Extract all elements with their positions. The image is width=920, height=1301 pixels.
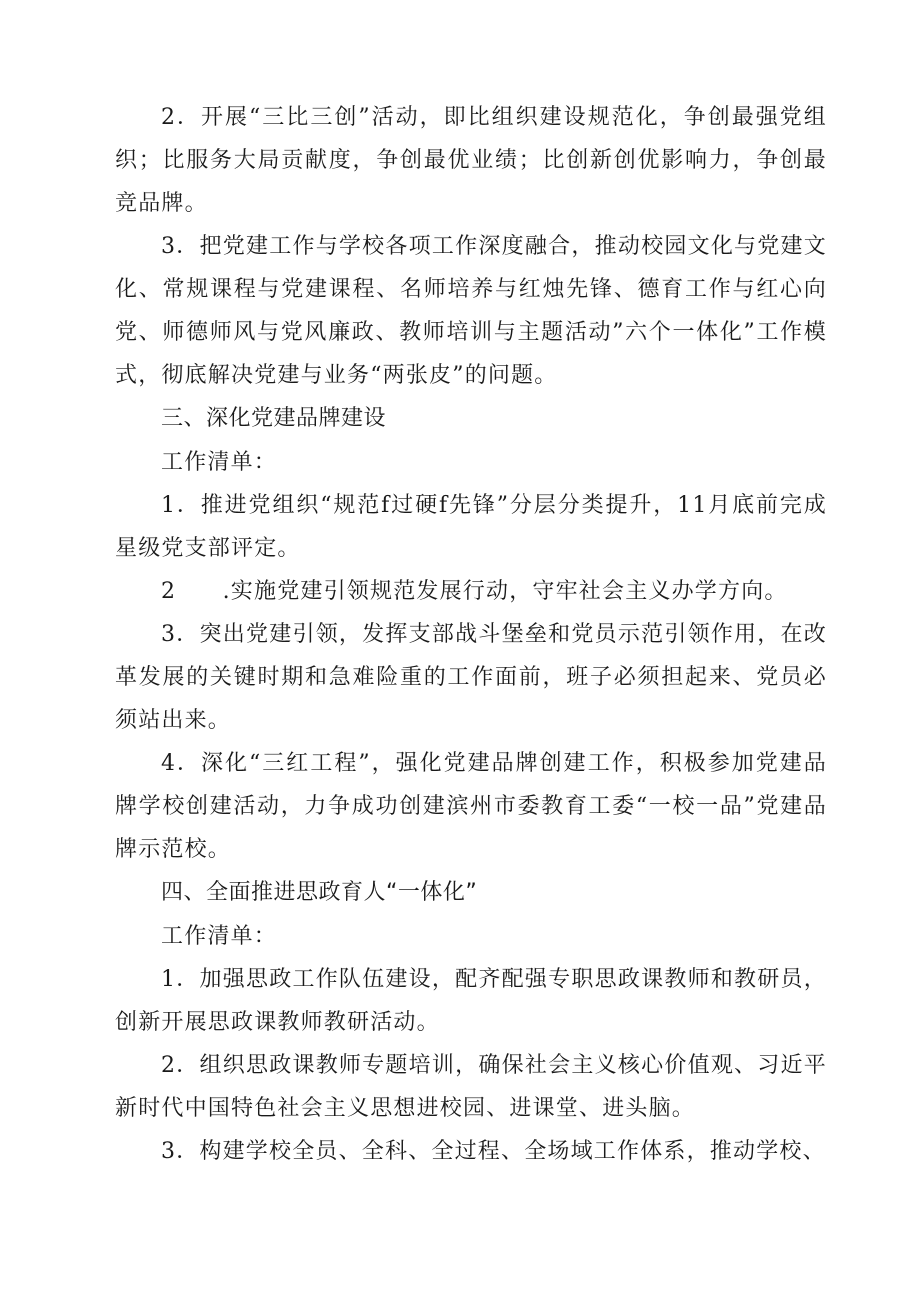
paragraph-item-2-training: 2．组织思政课教师专题培训，确保社会主义核心价值观、习近平新时代中国特色社会主义思想进校园、进课堂、进头脑。	[115, 1053, 827, 1121]
paragraph-item-3-highlight: 3．突出党建引领，发挥支部战斗堡垒和党员示范引领作用，在改革发展的关键时期和急难险重的工作面前，班子必须担起来、党员必须站出来。	[115, 622, 827, 733]
section-heading-three: 三、深化党建品牌建设	[161, 406, 387, 431]
paragraph-item-4-san-hong: 4．深化“三红工程”，强化党建品牌创建工作，积极参加党建品牌学校创建活动，力争成功创建滨州市委教育工委“一校一品”党建品牌示范校。	[115, 751, 827, 862]
work-list-label: 工作清单：	[161, 924, 278, 949]
work-list-label: 工作清单：	[161, 450, 278, 475]
paragraph-item-3-deep-integration: 3．把党建工作与学校各项工作深度融合，推动校园文化与党建文化、常规课程与党建课程、名师培养与红烛先锋、德育工作与红心向党、师德师风与党风廉政、教师培训与主题活动”六个一体化”工作模式，彻底解决党建与业务“两张皮”的问题。	[115, 234, 827, 388]
document-body	[115, 96, 827, 1173]
paragraph-item-1-team-building: 1．加强思政工作队伍建设，配齐配强专职思政课教师和教研员，创新开展思政课教师教研活动。	[115, 967, 827, 1035]
paragraph-item-2-party-lead: 2 .实施党建引领规范发展行动，守牢社会主义办学方向。	[161, 579, 788, 604]
paragraph-item-3-system: 3．构建学校全员、全科、全过程、全场域工作体系，推动学校、	[161, 1139, 826, 1164]
section-heading-four: 四、全面推进思政育人“一体化”	[161, 880, 478, 905]
paragraph-item-2-sanbi-sanchuang: 2．开展“三比三创”活动，即比组织建设规范化，争创最强党组织；比服务大局贡献度，争创最优业绩；比创新创优影响力，争创最竞品牌。	[115, 105, 827, 216]
paragraph-item-1-standardize: 1．推进党组织“规范f过硬f先锋”分层分类提升，11月底前完成星级党支部评定。	[115, 493, 827, 561]
